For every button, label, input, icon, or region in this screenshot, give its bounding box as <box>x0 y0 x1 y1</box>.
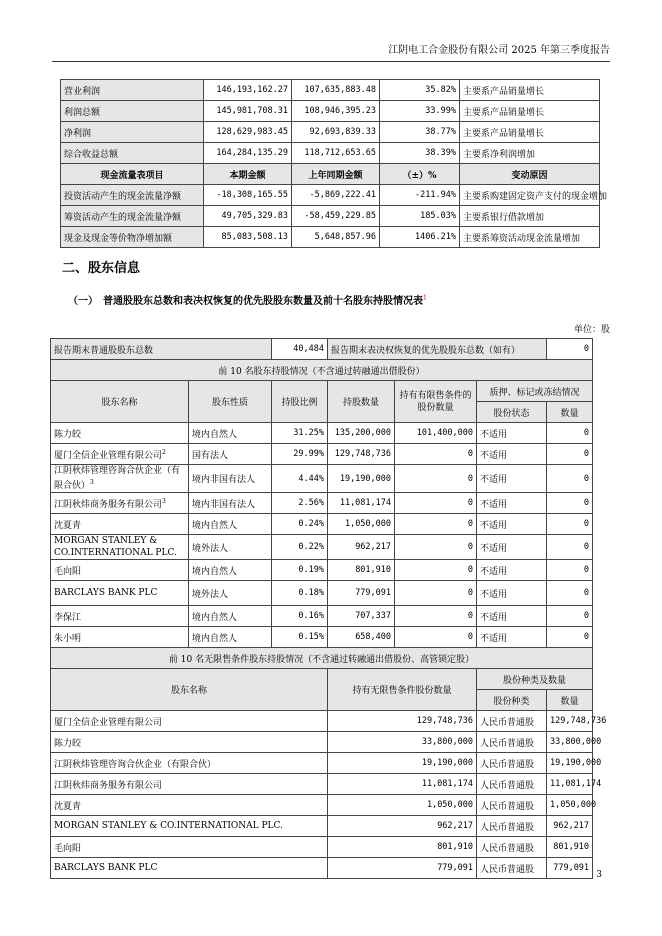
table-row <box>51 837 593 858</box>
shareholder-name <box>51 606 189 627</box>
item-name: 筹资活动产生的现金流量净额 <box>61 206 204 227</box>
restricted-quantity: 0 <box>395 444 477 465</box>
table-row <box>51 858 593 879</box>
table-row <box>51 774 593 795</box>
shareholder-name-text: 朱小明 <box>54 633 82 644</box>
share-kind: 人民币普通股 <box>477 753 547 774</box>
pledge-status: 不适用 <box>477 465 547 493</box>
share-kind: 人民币普通股 <box>477 816 547 837</box>
change-reason: 主要系银行借款增加 <box>460 206 600 227</box>
share-kind: 人民币普通股 <box>477 774 547 795</box>
pledge-count: 0 <box>547 535 593 560</box>
pledge-status: 不适用 <box>477 581 547 606</box>
change-percent: -211.94% <box>380 185 460 206</box>
item-name: 利润总额 <box>61 101 204 122</box>
share-count: 19,190,000 <box>547 753 593 774</box>
holding-quantity: 707,337 <box>328 606 395 627</box>
table-row <box>51 606 593 627</box>
table-row <box>51 465 593 493</box>
change-reason: 主要系净利润增加 <box>460 143 600 164</box>
shareholder-name: MORGAN STANLEY & CO.INTERNATIONAL PLC. <box>51 816 328 837</box>
holding-ratio: 0.19% <box>272 560 328 581</box>
footnote-marker: 3 <box>162 497 166 505</box>
previous-amount: 5,648,857.96 <box>292 227 380 248</box>
current-amount: 146,193,162.27 <box>204 80 292 101</box>
shareholder-table <box>50 338 607 879</box>
subsection-title-text: （一） 普通股股东总数和表决权恢复的优先股股东数量及前十名股东持股情况表 <box>68 296 423 307</box>
shareholder-name-text: 李保江 <box>54 612 82 623</box>
shareholder-type: 境内自然人 <box>189 606 272 627</box>
holding-ratio: 0.16% <box>272 606 328 627</box>
financial-row <box>61 101 600 122</box>
pledge-status: 不适用 <box>477 535 547 560</box>
share-kind: 人民币普通股 <box>477 837 547 858</box>
shareholder-type: 国有法人 <box>189 444 272 465</box>
col-header-count: 数量 <box>547 402 593 423</box>
table-row <box>51 535 593 560</box>
table-row <box>51 514 593 535</box>
shareholder-name-text: 江阴秋炜管理咨询合伙企业（有限合伙） <box>54 466 181 491</box>
share-kind: 人民币普通股 <box>477 795 547 816</box>
table-row <box>51 581 593 606</box>
holding-ratio: 0.15% <box>272 627 328 648</box>
pledge-count: 0 <box>547 581 593 606</box>
total-shareholders-label: 报告期末普通股股东总数 <box>51 339 272 360</box>
pledge-status: 不适用 <box>477 560 547 581</box>
item-name: 现金及现金等价物净增加额 <box>61 227 204 248</box>
share-count: 33,800,000 <box>547 732 593 753</box>
share-count: 1,050,000 <box>547 795 593 816</box>
holding-quantity: 779,091 <box>328 581 395 606</box>
restricted-quantity: 101,400,000 <box>395 423 477 444</box>
header-divider <box>52 61 610 62</box>
unrestricted-quantity: 962,217 <box>328 816 477 837</box>
current-amount: 128,629,983.45 <box>204 122 292 143</box>
share-count: 129,748,736 <box>547 711 593 732</box>
shareholder-type: 境内自然人 <box>189 627 272 648</box>
unrestricted-quantity: 19,190,000 <box>328 753 477 774</box>
holding-ratio: 0.18% <box>272 581 328 606</box>
table-row <box>51 732 593 753</box>
cashflow-header-row <box>61 164 600 185</box>
holding-ratio: 29.99% <box>272 444 328 465</box>
unrestricted-header-row <box>51 669 593 690</box>
change-reason: 主要系产品销量增长 <box>460 101 600 122</box>
shareholder-type: 境内非国有法人 <box>189 493 272 514</box>
previous-amount: 92,693,839.33 <box>292 122 380 143</box>
share-count: 801,910 <box>547 837 593 858</box>
u-col-header-qty: 持有无限售条件股份数量 <box>328 669 477 711</box>
current-amount: -18,308,165.55 <box>204 185 292 206</box>
table-row <box>51 493 593 514</box>
shareholder-name <box>51 535 189 560</box>
summary-row <box>51 339 593 360</box>
pledge-count: 0 <box>547 606 593 627</box>
pledge-count: 0 <box>547 423 593 444</box>
pledge-count: 0 <box>547 465 593 493</box>
restricted-quantity: 0 <box>395 493 477 514</box>
previous-amount: 107,635,883.48 <box>292 80 380 101</box>
shareholder-type: 境内非国有法人 <box>189 465 272 493</box>
table-row <box>51 627 593 648</box>
pledge-status: 不适用 <box>477 606 547 627</box>
shareholder-name <box>51 560 189 581</box>
unrestricted-quantity: 1,050,000 <box>328 795 477 816</box>
preferred-shareholders-label: 报告期末表决权恢复的优先股股东总数（如有） <box>328 339 547 360</box>
holding-ratio: 0.22% <box>272 535 328 560</box>
current-amount: 145,981,708.31 <box>204 101 292 122</box>
table-row <box>51 711 593 732</box>
unrestricted-quantity: 779,091 <box>328 858 477 879</box>
holding-ratio: 4.44% <box>272 465 328 493</box>
pledge-count: 0 <box>547 514 593 535</box>
pledge-status: 不适用 <box>477 514 547 535</box>
shareholder-name-text: 陈力皎 <box>54 429 82 440</box>
shareholder-type: 境外法人 <box>189 581 272 606</box>
unrestricted-title: 前 10 名无限售条件股东持股情况（不含通过转融通出借股份、高管锁定股） <box>51 648 593 669</box>
holding-quantity: 962,217 <box>328 535 395 560</box>
shareholder-type: 境内自然人 <box>189 423 272 444</box>
cf-header-current: 本期金额 <box>204 164 292 185</box>
footnote-marker: 1 <box>423 294 427 302</box>
change-percent: 35.82% <box>380 80 460 101</box>
current-amount: 85,083,508.13 <box>204 227 292 248</box>
pledge-count: 0 <box>547 444 593 465</box>
change-reason: 主要系产品销量增长 <box>460 80 600 101</box>
total-shareholders-value: 40,484 <box>272 339 328 360</box>
previous-amount: -5,869,222.41 <box>292 185 380 206</box>
shareholder-name: 厦门全信企业管理有限公司 <box>51 711 328 732</box>
pledge-count: 0 <box>547 627 593 648</box>
change-reason: 主要系购建固定资产支付的现金增加 <box>460 185 600 206</box>
change-percent: 33.99% <box>380 101 460 122</box>
shareholder-name: BARCLAYS BANK PLC <box>51 858 328 879</box>
shareholder-name-text: 江阴秋炜商务服务有限公司 <box>54 499 163 510</box>
u-col-header-kind: 股份种类 <box>477 690 547 711</box>
u-col-header-count: 数量 <box>547 690 593 711</box>
item-name: 净利润 <box>61 122 204 143</box>
unrestricted-quantity: 33,800,000 <box>328 732 477 753</box>
col-header-name: 股东名称 <box>51 381 189 423</box>
change-percent: 38.39% <box>380 143 460 164</box>
table-row <box>51 753 593 774</box>
cf-header-previous: 上年同期金额 <box>292 164 380 185</box>
financial-row <box>61 80 600 101</box>
top10-title-row <box>51 360 593 381</box>
shareholder-name <box>51 581 189 606</box>
item-name: 营业利润 <box>61 80 204 101</box>
u-col-header-name: 股东名称 <box>51 669 328 711</box>
shareholder-name: 江阴秋炜商务服务有限公司 <box>51 774 328 795</box>
pledge-count: 0 <box>547 560 593 581</box>
holding-quantity: 801,910 <box>328 560 395 581</box>
report-header-title: 江阴电工合金股份有限公司 2025 年第三季度报告 <box>388 45 610 56</box>
change-percent: 38.77% <box>380 122 460 143</box>
shareholder-name: 沈夏青 <box>51 795 328 816</box>
restricted-quantity: 0 <box>395 560 477 581</box>
pledge-status: 不适用 <box>477 627 547 648</box>
top10-header-row <box>51 381 593 402</box>
shareholder-name <box>51 627 189 648</box>
change-percent: 1406.21% <box>380 227 460 248</box>
change-reason: 主要系产品销量增长 <box>460 122 600 143</box>
pledge-count: 0 <box>547 493 593 514</box>
cf-header-item: 现金流量表项目 <box>61 164 204 185</box>
shareholder-name-text: 沈夏青 <box>54 520 82 531</box>
shareholder-name <box>51 444 189 465</box>
previous-amount: 118,712,653.65 <box>292 143 380 164</box>
shareholder-type: 境内自然人 <box>189 560 272 581</box>
financial-row <box>61 185 600 206</box>
holding-quantity: 11,081,174 <box>328 493 395 514</box>
shareholder-name <box>51 423 189 444</box>
shareholder-name: 毛向阳 <box>51 837 328 858</box>
pledge-status: 不适用 <box>477 444 547 465</box>
unrestricted-quantity: 801,910 <box>328 837 477 858</box>
holding-ratio: 0.24% <box>272 514 328 535</box>
change-reason: 主要系筹资活动现金流量增加 <box>460 227 600 248</box>
shareholder-type: 境内自然人 <box>189 514 272 535</box>
table-row <box>51 560 593 581</box>
footnote-marker: 2 <box>162 448 166 456</box>
preferred-shareholders-value: 0 <box>547 339 593 360</box>
u-col-header-kind-group: 股份种类及数量 <box>477 669 593 690</box>
cf-header-reason: 变动原因 <box>460 164 600 185</box>
restricted-quantity: 0 <box>395 465 477 493</box>
holding-quantity: 658,400 <box>328 627 395 648</box>
financial-row <box>61 227 600 248</box>
item-name: 综合收益总额 <box>61 143 204 164</box>
restricted-quantity: 0 <box>395 581 477 606</box>
col-header-restricted: 持有有限售条件的股份数量 <box>395 381 477 423</box>
share-count: 779,091 <box>547 858 593 879</box>
unrestricted-quantity: 11,081,174 <box>328 774 477 795</box>
restricted-quantity: 0 <box>395 535 477 560</box>
current-amount: 164,284,135.29 <box>204 143 292 164</box>
shareholder-name: 陈力皎 <box>51 732 328 753</box>
shareholder-name: 江阴秋炜管理咨询合伙企业（有限合伙） <box>51 753 328 774</box>
restricted-quantity: 0 <box>395 627 477 648</box>
change-percent: 185.03% <box>380 206 460 227</box>
holding-quantity: 19,190,000 <box>328 465 395 493</box>
table-row <box>51 816 593 837</box>
holding-quantity: 129,748,736 <box>328 444 395 465</box>
shareholder-type: 境外法人 <box>189 535 272 560</box>
footnote-marker: 3 <box>90 479 94 486</box>
table-row <box>51 444 593 465</box>
holding-quantity: 1,050,000 <box>328 514 395 535</box>
share-kind: 人民币普通股 <box>477 732 547 753</box>
share-kind: 人民币普通股 <box>477 858 547 879</box>
shareholder-name-text: BARCLAYS BANK PLC <box>54 588 158 598</box>
financial-row <box>61 122 600 143</box>
financial-row <box>61 206 600 227</box>
restricted-quantity: 0 <box>395 514 477 535</box>
current-amount: 49,705,329.83 <box>204 206 292 227</box>
shareholder-name-text: MORGAN STANLEY & CO.INTERNATIONAL PLC. <box>54 536 177 558</box>
cf-header-change: （±）% <box>380 164 460 185</box>
subsection-title <box>68 292 427 307</box>
col-header-type: 股东性质 <box>189 381 272 423</box>
top10-title: 前 10 名股东持股情况（不含通过转融通出借股份） <box>51 360 593 381</box>
holding-quantity: 135,200,000 <box>328 423 395 444</box>
financial-changes-table <box>60 79 608 248</box>
restricted-quantity: 0 <box>395 606 477 627</box>
col-header-qty: 持股数量 <box>328 381 395 423</box>
financial-row <box>61 143 600 164</box>
pledge-status: 不适用 <box>477 423 547 444</box>
pledge-status: 不适用 <box>477 493 547 514</box>
section-title: 二、股东信息 <box>62 261 141 276</box>
previous-amount: -58,459,229.85 <box>292 206 380 227</box>
shareholder-name <box>51 465 189 493</box>
unit-label: 单位：股 <box>573 325 610 335</box>
col-header-ratio: 持股比例 <box>272 381 328 423</box>
table-row <box>51 795 593 816</box>
share-count: 962,217 <box>547 816 593 837</box>
col-header-pledge: 质押、标记或冻结情况 <box>477 381 593 402</box>
shareholder-name <box>51 514 189 535</box>
table-row <box>51 423 593 444</box>
unrestricted-title-row <box>51 648 593 669</box>
unrestricted-quantity: 129,748,736 <box>328 711 477 732</box>
share-count: 11,081,174 <box>547 774 593 795</box>
holding-ratio: 31.25% <box>272 423 328 444</box>
page-number: 3 <box>596 870 602 880</box>
shareholder-name-text: 厦门全信企业管理有限公司 <box>54 450 163 461</box>
item-name: 投资活动产生的现金流量净额 <box>61 185 204 206</box>
share-kind: 人民币普通股 <box>477 711 547 732</box>
holding-ratio: 2.56% <box>272 493 328 514</box>
previous-amount: 108,946,395.23 <box>292 101 380 122</box>
col-header-status: 股份状态 <box>477 402 547 423</box>
shareholder-name <box>51 493 189 514</box>
shareholder-name-text: 毛向阳 <box>54 566 82 577</box>
